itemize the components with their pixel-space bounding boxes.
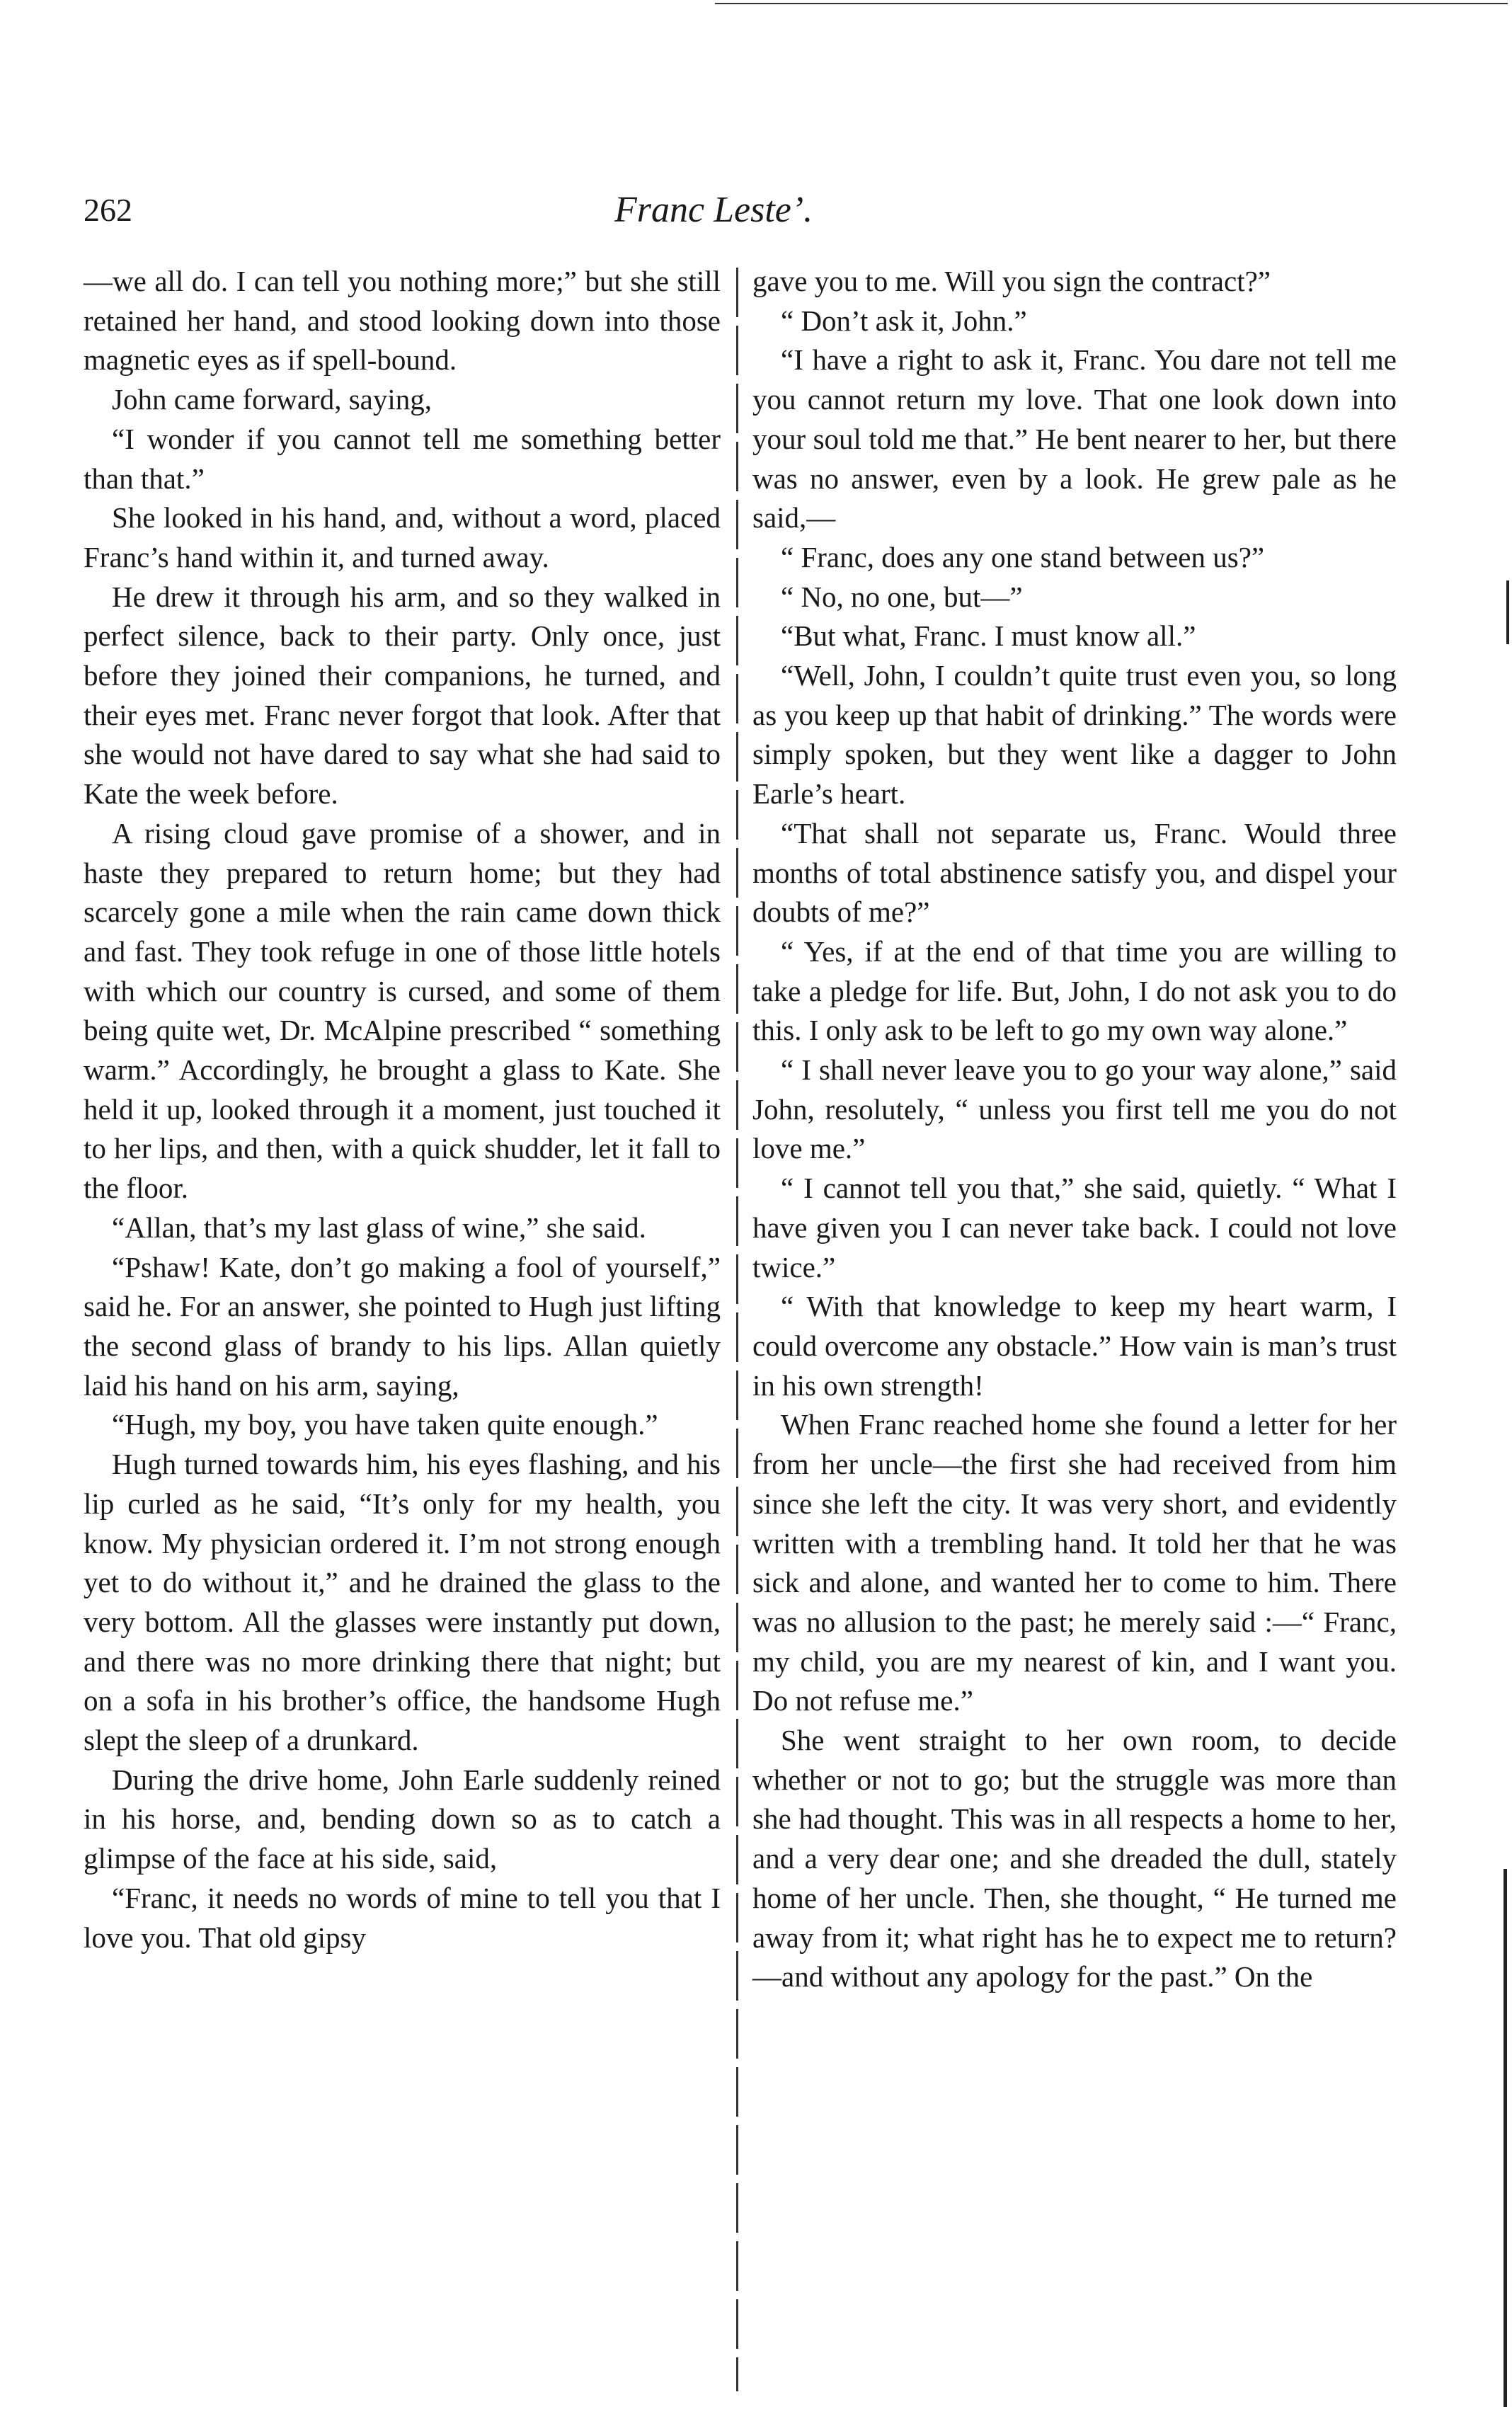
paragraph: “ Don’t ask it, John.” (781, 304, 1027, 337)
paragraph: “I wonder if you cannot tell me something better than that.” (84, 422, 721, 495)
paragraph: When Franc reached home she found a letter for her from her uncle—the first she had received from him since she left the city. It was very short, and evidently written with a trembling hand. It told her that he was sick and alone, and wanted her to come to him. There was no allusion to the past; he merely said :—“ Franc, my child, you are my nearest of kin, and I want you. Do not refuse me.” (752, 1408, 1397, 1717)
top-edge-rule (715, 3, 1508, 4)
paragraph: “But what, Franc. I must know all.” (781, 619, 1196, 653)
page-number: 262 (84, 192, 132, 228)
paragraph: She went straight to her own room, to decide whether or not to go; but the struggle was more than she had thought. This was in all respects a home to her, and a very dear one; and she dreaded the dull, stately home of her uncle. Then, she thought, “ He turned me away from it; what right has he to expect me to return?—and without any apology for the past.” On the (752, 1724, 1397, 1993)
paragraph: Hugh turned towards him, his eyes flashing, and his lip curled as he said, “It’s only for my health, you know. My physician ordered it. I’m not strong enough yet to do without it,” and he drained the glass to the very bottom. All the glasses were instantly put down, and there was no more drinking there that night; but on a sofa in his brother’s office, the handsome Hugh slept the sleep of a drunkard. (84, 1448, 721, 1757)
column-divider (736, 268, 738, 2391)
right-edge-mark-lower (1504, 1869, 1507, 2407)
paragraph: “ Franc, does any one stand between us?” (781, 540, 1265, 573)
paragraph: He drew it through his arm, and so they walked in perfect silence, back to their party. Only once, just before they joined their companions, he turned, and their eyes met. Franc never forgot that look. After that she would not have dared to say what she had said to Kate the week before. (84, 580, 721, 811)
paragraph: John came forward, saying, (112, 383, 433, 416)
page-header (84, 185, 1400, 235)
paragraph: “ I cannot tell you that,” she said, quietly. “ What I have given you I can never take back. I could not love twice.” (752, 1172, 1397, 1283)
paragraph: —we all do. I can tell you nothing more;” but she still retained her hand, and stood looking down into those magnetic eyes as if spell-bound. (84, 265, 721, 377)
paragraph: “ I shall never leave you to go your way alone,” said John, resolutely, “ unless you first tell me you do not love me.” (752, 1053, 1397, 1165)
paragraph: She looked in his hand, and, without a word, placed Franc’s hand within it, and turned away. (84, 501, 721, 573)
left-column (84, 262, 721, 1957)
paragraph: During the drive home, John Earle suddenly reined in his horse, and, bending down so as to catch a glimpse of the face at his side, said, (84, 1763, 721, 1875)
paragraph: “Well, John, I couldn’t quite trust even you, so long as you keep up that habit of drinking.” The words were simply spoken, but they went like a dagger to John Earle’s heart. (752, 659, 1397, 811)
paragraph: “Franc, it needs no words of mine to tell you that I love you. That old gipsy (84, 1881, 721, 1954)
paragraph: gave you to me. Will you sign the contract?” (752, 265, 1271, 297)
right-edge-mark (1506, 580, 1509, 644)
paragraph: “ No, no one, but—” (781, 580, 1023, 613)
right-column (752, 262, 1397, 1997)
paragraph: “Hugh, my boy, you have taken quite enough.” (112, 1408, 658, 1441)
paragraph: “ With that knowledge to keep my heart warm, I could overcome any obstacle.” How vain is man’s trust in his own strength! (752, 1290, 1397, 1402)
paragraph: “I have a right to ask it, Franc. You dare not tell me you cannot return my love. That one look down into your soul told me that.” He bent nearer to her, but there was no answer, even by a look. He grew pale as he said,— (752, 343, 1397, 534)
paragraph: A rising cloud gave promise of a shower, and in haste they prepared to return home; but they had scarcely gone a mile when the rain came down thick and fast. They took refuge in one of those little hotels with which our country is cursed, and some of them being quite wet, Dr. McAlpine prescribed “ something warm.” Accordingly, he brought a glass to Kate. She held it up, looked through it a moment, just touched it to her lips, and then, with a quick shudder, let it fall to the floor. (84, 816, 721, 1205)
running-title: Franc Leste’. (614, 190, 813, 230)
paragraph: “ Yes, if at the end of that time you are willing to take a pledge for life. But, John, I do not ask you to do this. I only ask to be left to go my own way alone.” (752, 934, 1397, 1047)
paragraph: “Allan, that’s my last glass of wine,” she said. (112, 1211, 646, 1244)
paragraph: “That shall not separate us, Franc. Would three months of total abstinence satisfy you, and dispel your doubts of me?” (752, 816, 1397, 929)
paragraph: “Pshaw! Kate, don’t go making a fool of yourself,” said he. For an answer, she pointed to Hugh just lifting the second glass of brandy to his lips. Allan quietly laid his hand on his arm, saying, (84, 1250, 721, 1402)
